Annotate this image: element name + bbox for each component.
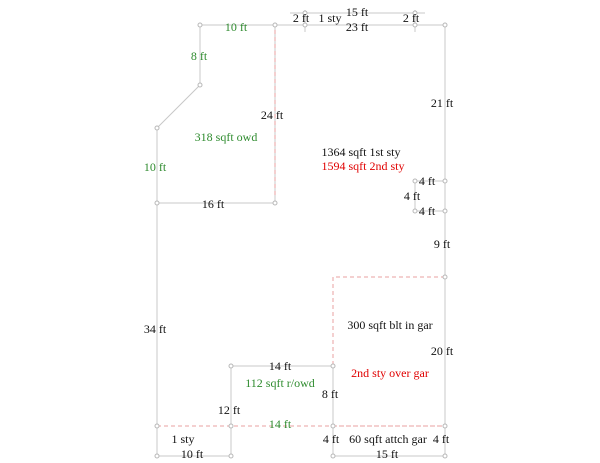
dim-label: 2 ft (402, 11, 420, 25)
dim-label: 4 ft (432, 432, 450, 446)
vertex (273, 23, 277, 27)
vertex (155, 201, 159, 205)
vertex (155, 424, 159, 428)
dim-label: 24 ft (260, 108, 284, 122)
vertex (331, 424, 335, 428)
vertex (443, 275, 447, 279)
vertex (155, 454, 159, 458)
dim-label: 1 sty (318, 11, 342, 25)
main-outline (157, 25, 445, 456)
vertex (443, 23, 447, 27)
dim-label: 20 ft (430, 344, 454, 358)
area-label-attch-gar: 60 sqft attch gar (349, 432, 427, 446)
dim-label: 1 sty (171, 432, 195, 446)
dim-label: 15 ft (345, 5, 369, 19)
dim-label: 4 ft (322, 432, 340, 446)
dim-label: 9 ft (433, 237, 451, 251)
vertex (155, 126, 159, 130)
vertex (413, 209, 417, 213)
area-label-2nd-over-gar: 2nd sty over gar (351, 366, 429, 380)
dim-label: 10 ft (180, 447, 204, 461)
vertex (229, 454, 233, 458)
dim-label: 10 ft (224, 20, 248, 34)
vertex (443, 454, 447, 458)
area-labels (195, 130, 433, 446)
vertex (229, 364, 233, 368)
dim-label: 15 ft (375, 447, 399, 461)
dim-label: 10 ft (143, 160, 167, 174)
area-label-rowd: 112 sqft r/owd (245, 376, 315, 390)
area-label-owd: 318 sqft owd (194, 130, 258, 144)
dim-label: 21 ft (430, 96, 454, 110)
vertex (198, 23, 202, 27)
vertex (198, 83, 202, 87)
dimension-labels (144, 5, 454, 461)
dim-label: 2 ft (292, 11, 310, 25)
dim-label: 34 ft (143, 322, 167, 336)
area-label-blt-in-gar: 300 sqft blt in gar (347, 318, 433, 332)
dim-label: 23 ft (345, 20, 369, 34)
area-label-1st-sty: 1364 sqft 1st sty (321, 145, 401, 159)
vertex-nodes (155, 11, 447, 458)
vertex (331, 454, 335, 458)
dim-label: 8 ft (190, 49, 208, 63)
dim-label: 4 ft (403, 189, 421, 203)
dim-label: 4 ft (418, 204, 436, 218)
vertex (443, 179, 447, 183)
dim-label: 16 ft (201, 197, 225, 211)
vertex (443, 424, 447, 428)
dim-label: 4 ft (418, 174, 436, 188)
vertex (331, 364, 335, 368)
vertex (413, 179, 417, 183)
dim-label: 14 ft (268, 417, 292, 431)
dim-label: 8 ft (321, 387, 339, 401)
dim-label: 12 ft (217, 403, 241, 417)
vertex (443, 209, 447, 213)
dim-label: 14 ft (268, 359, 292, 373)
vertex (273, 201, 277, 205)
vertex (229, 424, 233, 428)
area-label-2nd-sty: 1594 sqft 2nd sty (321, 159, 405, 173)
